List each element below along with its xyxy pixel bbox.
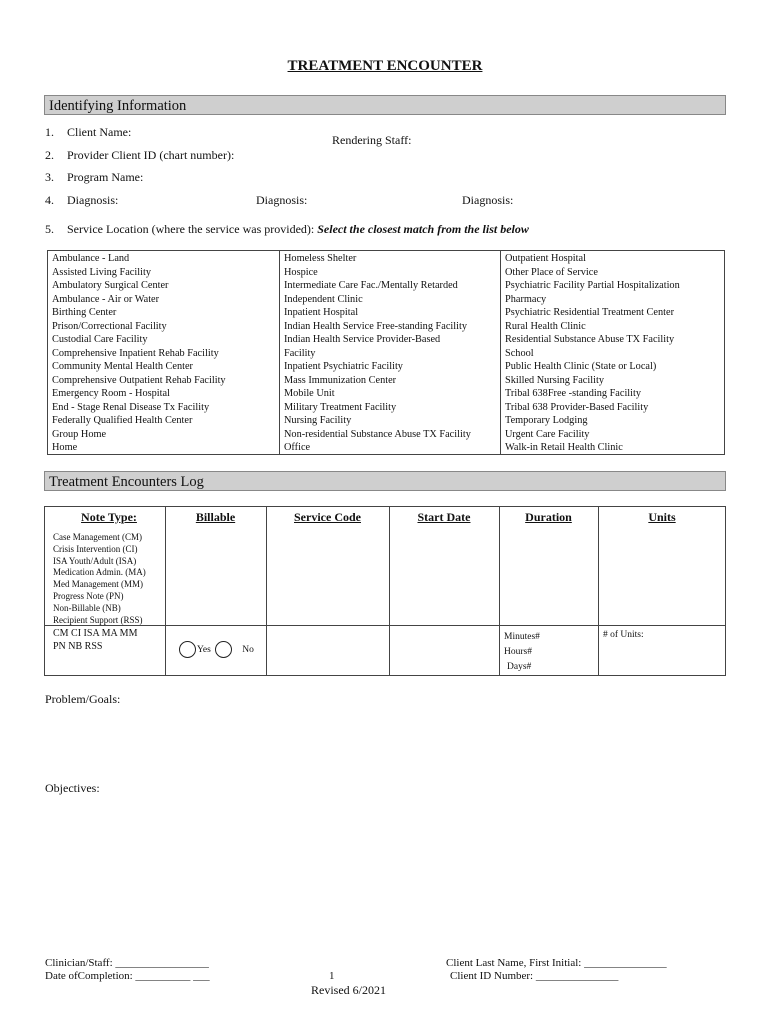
diagnosis-label: Diagnosis: xyxy=(67,193,119,207)
location-option: Military Treatment Facility xyxy=(284,401,397,413)
note-type-legend xyxy=(53,532,146,626)
location-option: Comprehensive Inpatient Rehab Facility xyxy=(52,347,219,359)
location-option: Hospice xyxy=(284,266,318,278)
column-divider xyxy=(499,507,500,675)
header-billable: Billable xyxy=(195,510,236,524)
note-type-item: ISA Youth/Adult (ISA) xyxy=(53,555,137,566)
location-option: Community Mental Health Center xyxy=(52,361,193,372)
location-option: Assisted Living Facility xyxy=(52,266,151,278)
location-option: Psychiatric Facility Partial Hospitalization xyxy=(505,280,680,291)
objectives-label: Objectives: xyxy=(45,781,100,795)
client-id-number-field[interactable]: Client ID Number: _______________ xyxy=(450,970,619,982)
rendering-staff-field[interactable]: Rendering Staff: xyxy=(332,133,412,147)
provider-client-id-field[interactable] xyxy=(45,148,234,163)
codes-line-2: PN NB RSS xyxy=(53,641,103,652)
location-option: Ambulance - Land xyxy=(52,253,130,264)
location-option: Psychiatric Residential Treatment Center xyxy=(505,307,675,318)
item-number: 2. xyxy=(45,148,54,162)
location-option: Ambulance - Air or Water xyxy=(52,293,160,305)
note-type-item: Non-Billable (NB) xyxy=(53,602,121,613)
program-name-field[interactable] xyxy=(45,170,143,185)
yes-radio[interactable] xyxy=(179,641,196,658)
service-location-list xyxy=(47,250,725,455)
location-option: Public Health Clinic (State or Local) xyxy=(505,361,657,372)
location-option: Inpatient Psychiatric Facility xyxy=(284,361,403,372)
location-option: Indian Health Service Provider-Based xyxy=(284,334,441,345)
location-option: Emergency Room - Hospital xyxy=(52,388,170,399)
column-divider xyxy=(165,507,166,675)
location-option: Temporary Lodging xyxy=(505,415,588,426)
page-number: 1 xyxy=(329,970,335,982)
problem-goals-label: Problem/Goals: xyxy=(45,692,121,706)
location-option: Inpatient Hospital xyxy=(284,307,359,318)
row-divider xyxy=(45,625,725,626)
column-divider xyxy=(598,507,599,675)
client-last-name-field[interactable]: Client Last Name, First Initial: _______________ xyxy=(446,957,667,969)
diagnosis-field-3[interactable]: Diagnosis: xyxy=(462,193,514,207)
header-start-date: Start Date xyxy=(417,510,471,524)
encounters-log-table xyxy=(44,506,726,676)
client-name-field[interactable] xyxy=(45,125,131,140)
location-option: Mass Immunization Center xyxy=(284,374,397,386)
column-divider xyxy=(266,507,267,675)
location-option: Skilled Nursing Facility xyxy=(505,374,604,386)
location-option: Facility xyxy=(284,347,316,359)
log-section-header: Treatment Encounters Log xyxy=(44,471,726,491)
location-column-3 xyxy=(500,251,724,454)
location-option: Birthing Center xyxy=(52,307,117,318)
diagnosis-field-1[interactable] xyxy=(45,193,118,208)
provider-client-id-label: Provider Client ID (chart number): xyxy=(67,148,235,162)
location-option: Prison/Correctional Facility xyxy=(52,320,167,332)
hours-field[interactable]: Hours# xyxy=(504,647,532,657)
note-type-item: Medication Admin. (MA) xyxy=(53,567,146,578)
location-option: Tribal 638 Provider-Based Facility xyxy=(505,401,649,413)
location-option: Independent Clinic xyxy=(284,293,363,305)
header-duration: Duration xyxy=(525,510,572,524)
location-option: Rural Health Clinic xyxy=(505,320,586,332)
location-option: Intermediate Care Fac./Mentally Retarded xyxy=(284,280,458,291)
diagnosis-field-2[interactable]: Diagnosis: xyxy=(256,193,308,207)
location-option: School xyxy=(505,347,534,359)
location-option: Nursing Facility xyxy=(284,415,352,426)
note-type-item: Med Management (MM) xyxy=(53,579,143,590)
item-number: 4. xyxy=(45,193,54,207)
location-option: Pharmacy xyxy=(505,293,547,305)
note-type-item: Recipient Support (RSS) xyxy=(53,614,143,625)
minutes-field[interactable]: Minutes# xyxy=(504,632,540,642)
location-option: Ambulatory Surgical Center xyxy=(52,280,169,291)
note-type-item: Crisis Intervention (CI) xyxy=(53,543,138,554)
location-option: Comprehensive Outpatient Rehab Facility xyxy=(52,374,226,386)
note-type-codes[interactable] xyxy=(53,627,137,653)
days-field[interactable]: Days# xyxy=(507,662,532,672)
date-of-completion-field[interactable]: Date ofCompletion: __________ ___ xyxy=(45,970,210,982)
client-name-label: Client Name: xyxy=(67,125,132,139)
location-option: Federally Qualified Health Center xyxy=(52,415,193,426)
location-option: End - Stage Renal Disease Tx Facility xyxy=(52,401,210,413)
location-option: Non-residential Substance Abuse TX Facility xyxy=(284,428,471,440)
location-option: Other Place of Service xyxy=(505,266,598,278)
codes-line-1: CM CI ISA MA MM xyxy=(53,628,138,639)
location-option: Homeless Shelter xyxy=(284,253,357,264)
note-type-item: Case Management (CM) xyxy=(53,532,142,542)
header-units: Units xyxy=(648,510,676,524)
service-location-label xyxy=(45,222,529,237)
program-name-label: Program Name: xyxy=(67,170,144,184)
location-option: Walk-in Retail Health Clinic xyxy=(505,442,623,453)
note-type-item: Progress Note (PN) xyxy=(53,590,124,601)
location-column-1 xyxy=(48,251,279,454)
billable-options xyxy=(179,641,254,658)
page-title: TREATMENT ENCOUNTER xyxy=(287,58,483,74)
location-column-2 xyxy=(279,251,500,454)
location-option: Tribal 638Free -standing Facility xyxy=(505,388,642,399)
duration-fields xyxy=(504,630,540,675)
location-option: Indian Health Service Free-standing Facility xyxy=(284,320,468,332)
revision-date: Revised 6/2021 xyxy=(311,983,386,997)
item-number: 3. xyxy=(45,170,54,184)
service-location-text: Service Location (where the service was provided): xyxy=(67,222,315,236)
location-option: Home xyxy=(52,442,78,453)
yes-label: Yes xyxy=(197,644,211,655)
location-option: Group Home xyxy=(52,428,107,440)
location-option: Urgent Care Facility xyxy=(505,428,590,440)
location-option: Mobile Unit xyxy=(284,388,335,399)
no-radio[interactable] xyxy=(215,641,232,658)
service-location-instruction: Select the closest match from the list below xyxy=(317,222,529,236)
item-number: 5. xyxy=(45,222,54,236)
location-option: Custodial Care Facility xyxy=(52,334,148,345)
no-label: No xyxy=(242,644,254,655)
item-number: 1. xyxy=(45,125,54,139)
header-note-type: Note Type: xyxy=(81,510,137,524)
column-divider xyxy=(389,507,390,675)
location-option: Office xyxy=(284,442,311,453)
location-option: Residential Substance Abuse TX Facility xyxy=(505,334,675,345)
header-service-code: Service Code xyxy=(294,510,361,524)
location-option: Outpatient Hospital xyxy=(505,253,586,264)
units-field[interactable]: # of Units: xyxy=(603,630,644,640)
clinician-staff-field[interactable]: Clinician/Staff: _________________ xyxy=(45,957,209,969)
identifying-section-header: Identifying Information xyxy=(44,95,726,115)
